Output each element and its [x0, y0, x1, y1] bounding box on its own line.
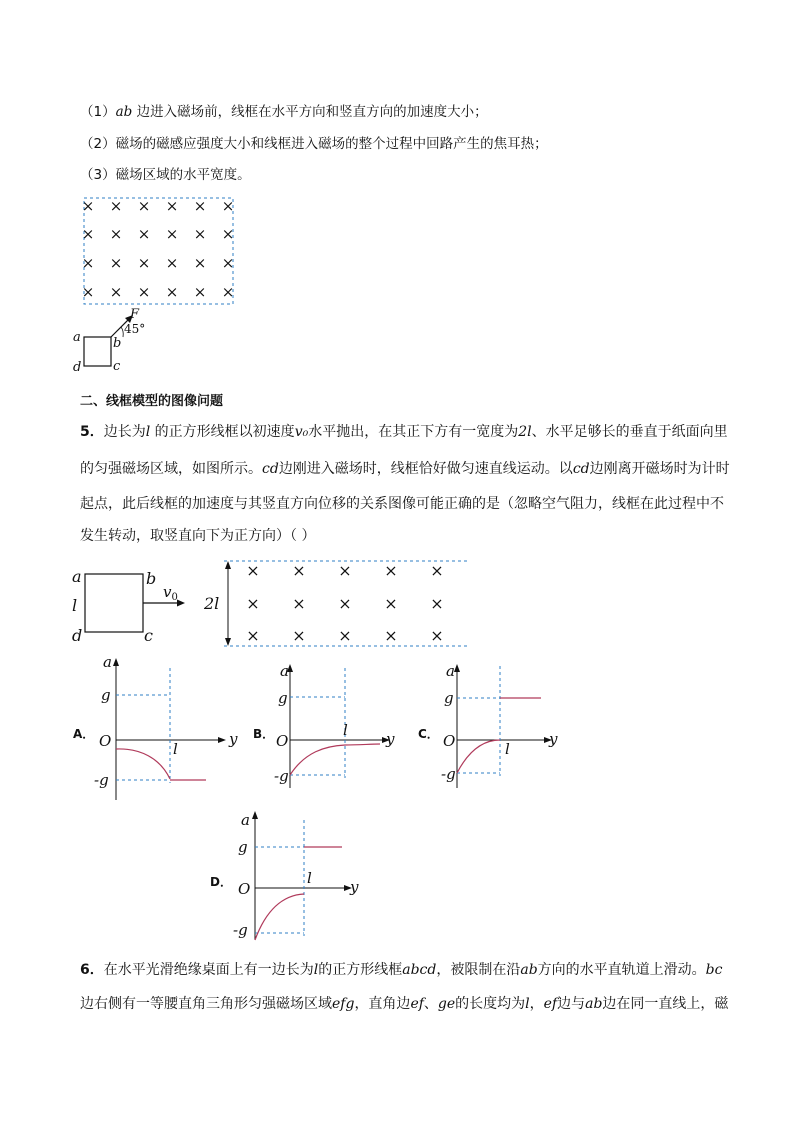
- option-A-label[interactable]: A．: [73, 727, 95, 741]
- svg-text:-g: -g: [233, 921, 248, 939]
- svg-text:g: g: [101, 686, 111, 704]
- q-prev-3: （3）磁场区域的水平宽度。: [80, 167, 251, 183]
- q5-width-label: 2l: [204, 594, 220, 613]
- field-mark: ×: [193, 225, 207, 243]
- field-mark: ×: [221, 197, 235, 215]
- label-b: b: [113, 336, 122, 351]
- svg-text:y: y: [350, 878, 359, 896]
- angle-label: 45°: [124, 322, 146, 336]
- svg-text:l: l: [343, 721, 348, 739]
- field-mark: ×: [384, 561, 398, 580]
- q5-v-label: $v_0$: [163, 583, 178, 603]
- field-mark: ×: [221, 283, 235, 301]
- field-mark: ×: [109, 197, 123, 215]
- field-mark: ×: [221, 254, 235, 272]
- svg-text:l: l: [505, 740, 510, 758]
- field-mark: ×: [292, 594, 306, 613]
- field-mark: ×: [193, 283, 207, 301]
- field-mark: ×: [109, 225, 123, 243]
- option-B-label[interactable]: B．: [253, 727, 275, 741]
- q5-label-a: a: [72, 567, 82, 586]
- label-c: c: [113, 359, 121, 374]
- field-mark: ×: [81, 254, 95, 272]
- svg-text:a: a: [241, 811, 250, 829]
- q-prev-1: （1）ab 边进入磁场前，线框在水平方向和竖直方向的加速度大小；: [80, 104, 488, 120]
- svg-text:O: O: [238, 880, 251, 898]
- field-mark: ×: [109, 283, 123, 301]
- svg-text:a: a: [280, 662, 289, 680]
- svg-text:-g: -g: [441, 765, 456, 783]
- q-prev-2: （2）磁场的磁感应强度大小和线框进入磁场的整个过程中回路产生的焦耳热；: [80, 136, 548, 152]
- field-mark: ×: [137, 197, 151, 215]
- field-mark: ×: [165, 283, 179, 301]
- q5-label-c: c: [144, 626, 153, 645]
- q5-line3: 起点，此后线框的加速度与其竖直方向位移的关系图像可能正确的是（忽略空气阻力，线框在此过程中不: [80, 496, 724, 512]
- field-mark: ×: [292, 561, 306, 580]
- field-mark: ×: [338, 626, 352, 645]
- label-a: a: [73, 330, 81, 345]
- field-mark: ×: [81, 283, 95, 301]
- svg-text:g: g: [444, 689, 454, 707]
- label-d: d: [73, 360, 82, 375]
- field-mark: ×: [338, 561, 352, 580]
- field-mark: ×: [246, 561, 260, 580]
- field-mark: ×: [193, 254, 207, 272]
- option-D-label[interactable]: D．: [210, 875, 232, 889]
- field-mark: ×: [165, 254, 179, 272]
- q6-line1: 6．在水平光滑绝缘桌面上有一边长为l的正方形线框abcd，被限制在沿ab方向的水平直轨道上滑动。bc: [80, 962, 723, 978]
- field-mark: ×: [193, 197, 207, 215]
- q5-label-l: l: [72, 596, 78, 615]
- field-mark: ×: [109, 254, 123, 272]
- svg-text:y: y: [229, 730, 238, 748]
- field-mark: ×: [292, 626, 306, 645]
- field-mark: ×: [81, 225, 95, 243]
- field-mark: ×: [137, 225, 151, 243]
- field-mark: ×: [221, 225, 235, 243]
- field-mark: ×: [137, 254, 151, 272]
- field-mark: ×: [81, 197, 95, 215]
- option-C-label[interactable]: C．: [418, 727, 439, 741]
- field-mark: ×: [338, 594, 352, 613]
- svg-text:l: l: [173, 740, 178, 758]
- q5-line1: 5．边长为l 的正方形线框以初速度v₀水平抛出，在其正下方有一宽度为2l、水平足够长的垂直于纸面向里: [80, 424, 728, 440]
- svg-text:g: g: [278, 689, 288, 707]
- field-mark: ×: [137, 283, 151, 301]
- field-mark: ×: [246, 594, 260, 613]
- q5-label-b: b: [146, 569, 157, 588]
- q5-line4: 发生转动，取竖直向下为正方向）（ ）: [80, 528, 316, 544]
- field-mark: ×: [165, 225, 179, 243]
- svg-text:O: O: [443, 732, 456, 750]
- svg-text:g: g: [238, 838, 248, 856]
- field-mark: ×: [430, 626, 444, 645]
- section-title: 二、线框模型的图像问题: [80, 394, 224, 409]
- q5-label-d: d: [72, 626, 83, 645]
- force-label: F: [130, 307, 140, 322]
- field-mark: ×: [246, 626, 260, 645]
- svg-text:l: l: [307, 869, 312, 887]
- field-mark: ×: [384, 594, 398, 613]
- field-mark: ×: [430, 561, 444, 580]
- svg-text:O: O: [276, 732, 289, 750]
- field-mark: ×: [430, 594, 444, 613]
- svg-text:-g: -g: [274, 767, 289, 785]
- svg-text:y: y: [549, 730, 558, 748]
- svg-text:a: a: [103, 653, 112, 671]
- q6-line2: 边右侧有一等腰直角三角形匀强磁场区域efg，直角边ef、ge的长度均为l，ef边与ab边在同一直线上，磁: [80, 996, 729, 1012]
- field-mark: ×: [384, 626, 398, 645]
- field-mark: ×: [165, 197, 179, 215]
- svg-text:-g: -g: [94, 771, 109, 789]
- svg-text:y: y: [386, 730, 395, 748]
- q5-line2: 的匀强磁场区域，如图所示。cd边刚进入磁场时，线框恰好做匀速直线运动。以cd边刚离开磁场时为计时: [80, 461, 730, 477]
- svg-text:O: O: [99, 732, 112, 750]
- svg-text:a: a: [446, 662, 455, 680]
